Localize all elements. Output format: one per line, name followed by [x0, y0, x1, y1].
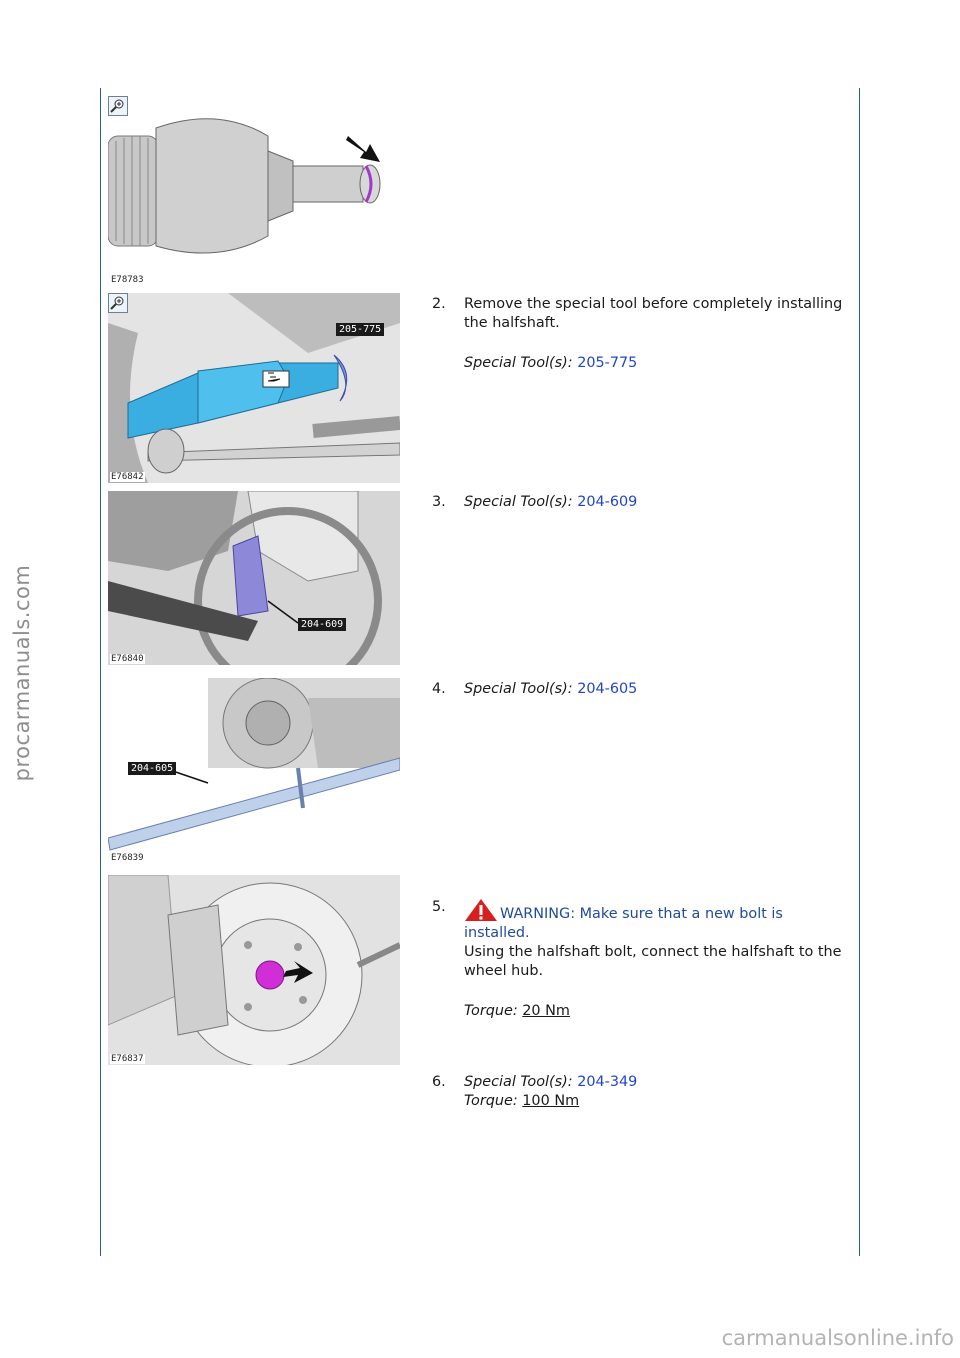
figure-e76842: [108, 293, 400, 483]
step-text: Using the halfshaft bolt, connect the halfshaft to the wheel hub.: [464, 944, 842, 979]
torque-label: Torque:: [464, 1003, 518, 1019]
figure-code: E76837: [111, 1054, 144, 1064]
tool-label: Special Tool(s):: [464, 681, 573, 697]
tool-link[interactable]: 204-349: [577, 1074, 638, 1090]
step-5: [432, 898, 852, 1021]
tool-link[interactable]: 204-605: [577, 681, 638, 697]
cv-joint-illustration: [108, 96, 400, 286]
warning-text: WARNING: Make sure that a new bolt is installed.: [464, 906, 783, 941]
step-number: 5.: [432, 899, 446, 915]
figure-code: E76839: [111, 853, 144, 863]
step-number: 4.: [432, 681, 446, 697]
step-text: Remove the special tool before completely installing the halfshaft.: [464, 296, 843, 331]
tool-label: Special Tool(s):: [464, 494, 573, 510]
left-rule: [100, 88, 101, 1256]
step-6: [432, 1073, 852, 1111]
right-rule: [859, 88, 860, 1256]
tool-link[interactable]: 204-609: [577, 494, 638, 510]
step-2: [432, 295, 852, 373]
step-number: 3.: [432, 494, 446, 510]
figure-e78783: [108, 96, 400, 286]
figure-code: E76842: [111, 472, 144, 482]
figure-code: E78783: [111, 275, 144, 285]
torque-value[interactable]: 20 Nm: [522, 1003, 570, 1019]
step-number: 2.: [432, 296, 446, 312]
figure-e76840: [108, 491, 400, 665]
special-tool-204-609-illustration: [108, 491, 400, 665]
halfshaft-bolt-illustration: [108, 875, 400, 1065]
zoom-icon[interactable]: [108, 96, 128, 116]
tool-label: Special Tool(s):: [464, 355, 573, 371]
torque-label: Torque:: [464, 1093, 518, 1109]
side-watermark: procarmanuals.com: [10, 564, 34, 782]
figure-code: E76840: [111, 654, 144, 664]
step-4: [432, 680, 852, 699]
step-number: 6.: [432, 1074, 446, 1090]
step-3: [432, 493, 852, 512]
tool-callout: 204-609: [298, 618, 346, 631]
warning-icon: [464, 898, 498, 922]
figure-e76839: [108, 678, 400, 864]
tool-callout: 205-775: [336, 323, 384, 336]
torque-value[interactable]: 100 Nm: [522, 1093, 580, 1109]
zoom-icon[interactable]: [108, 293, 128, 313]
tool-label: Special Tool(s):: [464, 1074, 573, 1090]
bottom-watermark: carmanualsonline.info: [721, 1326, 954, 1350]
figure-e76837: [108, 875, 400, 1065]
tool-link[interactable]: 205-775: [577, 355, 638, 371]
special-tool-205-775-illustration: [108, 293, 400, 483]
tool-callout: 204-605: [128, 762, 176, 775]
